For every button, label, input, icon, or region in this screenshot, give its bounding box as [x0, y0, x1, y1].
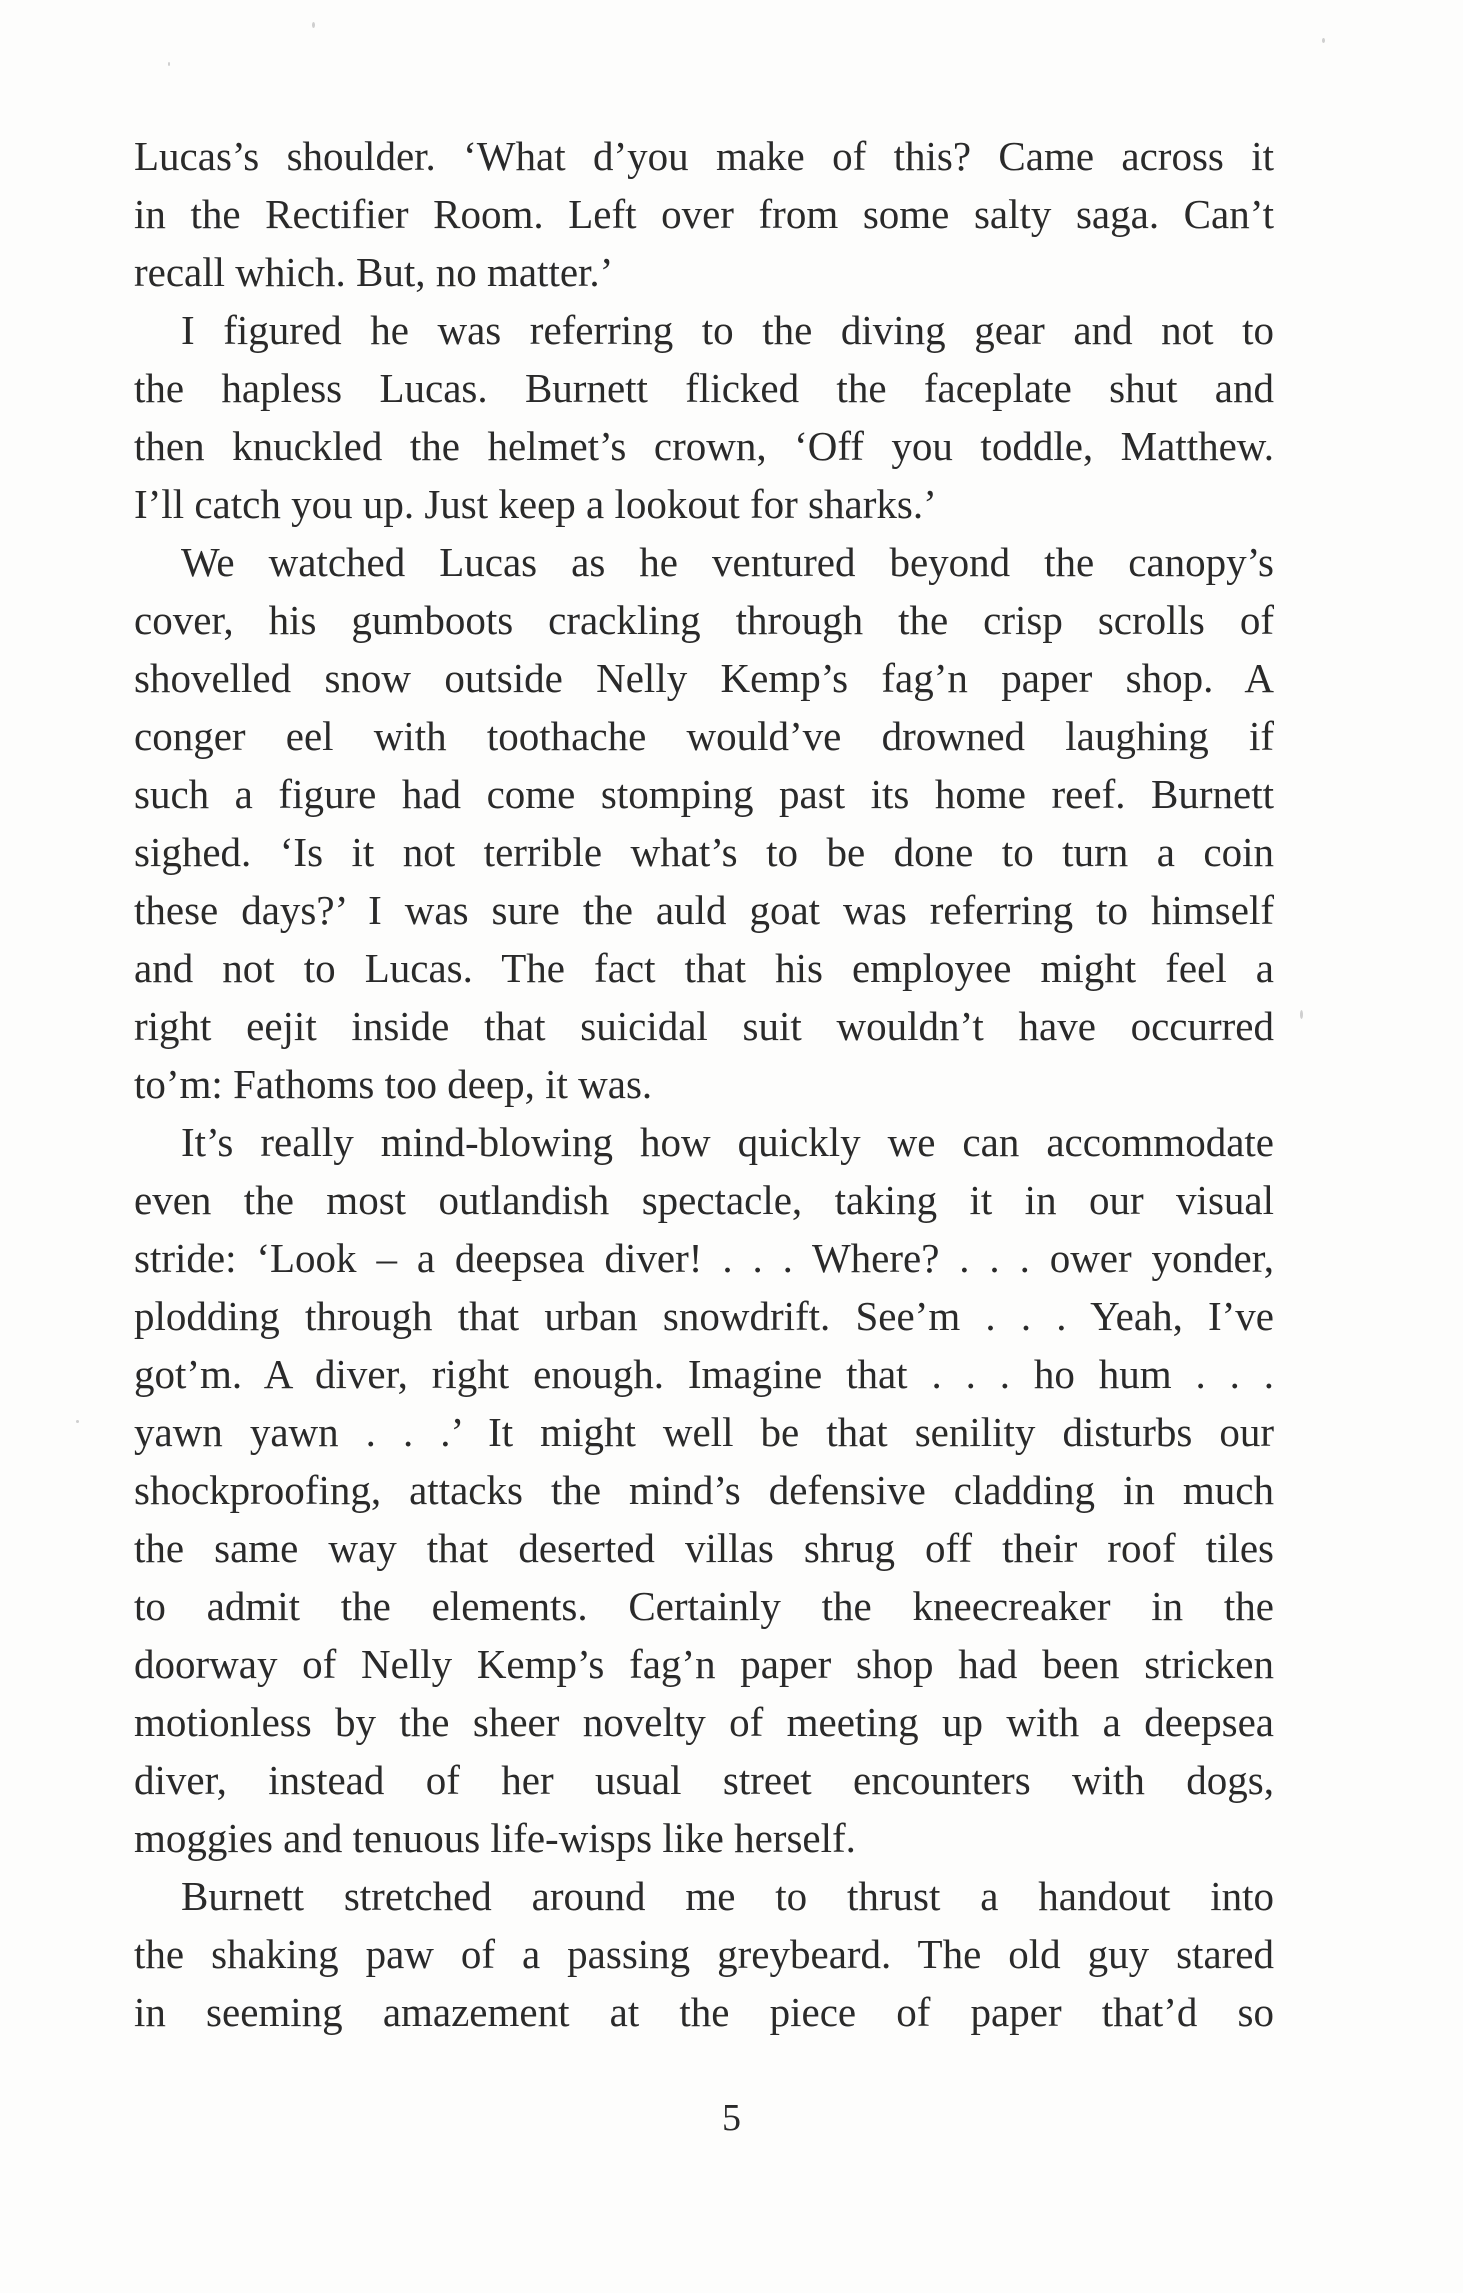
- page-number: 5: [722, 2097, 741, 2139]
- text-line: got’m. A diver, right enough. Imagine that . . . ho hum . . .: [134, 1351, 1274, 1397]
- text-line: the shaking paw of a passing greybeard. The old guy stared: [134, 1931, 1274, 1977]
- text-line: moggies and tenuous life-wisps like herself.: [134, 1815, 856, 1861]
- text-line: recall which. But, no matter.’: [134, 249, 614, 295]
- text-line: to’m: Fathoms too deep, it was.: [134, 1061, 653, 1107]
- text-line: Burnett stretched around me to thrust a handout into: [181, 1873, 1274, 1919]
- paper-speck: [76, 1420, 79, 1423]
- text-line: then knuckled the helmet’s crown, ‘Off you toddle, Matthew.: [134, 423, 1274, 469]
- text-line: I’ll catch you up. Just keep a lookout for sharks.’: [134, 481, 937, 527]
- text-line: It’s really mind-blowing how quickly we can accommodate: [181, 1119, 1274, 1165]
- text-line: these days?’ I was sure the auld goat was referring to himself: [134, 887, 1274, 933]
- text-line: cover, his gumboots crackling through the crisp scrolls of: [134, 597, 1274, 643]
- paper-speck: [1300, 1010, 1303, 1019]
- text-line: shovelled snow outside Nelly Kemp’s fag’n paper shop. A: [134, 655, 1274, 701]
- text-line: the same way that deserted villas shrug off their roof tiles: [134, 1525, 1274, 1571]
- text-line: sighed. ‘Is it not terrible what’s to be done to turn a coin: [134, 829, 1274, 875]
- text-line: shockproofing, attacks the mind’s defensive cladding in much: [134, 1467, 1274, 1513]
- text-line: yawn yawn . . .’ It might well be that senility disturbs our: [134, 1409, 1274, 1455]
- paper-speck: [168, 62, 170, 66]
- text-line: doorway of Nelly Kemp’s fag’n paper shop had been stricken: [134, 1641, 1274, 1687]
- paper-speck: [312, 22, 315, 28]
- body-text: [134, 127, 1274, 2041]
- text-line: such a figure had come stomping past its home reef. Burnett: [134, 771, 1274, 817]
- text-line: right eejit inside that suicidal suit wouldn’t have occurred: [134, 1003, 1274, 1049]
- text-line: the hapless Lucas. Burnett flicked the faceplate shut and: [134, 365, 1274, 411]
- text-line: conger eel with toothache would’ve drowned laughing if: [134, 713, 1274, 759]
- text-line: plodding through that urban snowdrift. See’m . . . Yeah, I’ve: [134, 1293, 1274, 1339]
- text-line: Lucas’s shoulder. ‘What d’you make of this? Came across it: [134, 133, 1274, 179]
- text-line: in the Rectifier Room. Left over from some salty saga. Can’t: [134, 191, 1274, 237]
- text-line: motionless by the sheer novelty of meeting up with a deepsea: [134, 1699, 1274, 1745]
- text-line: We watched Lucas as he ventured beyond the canopy’s: [181, 539, 1274, 585]
- text-line: even the most outlandish spectacle, taking it in our visual: [134, 1177, 1274, 1223]
- text-line: to admit the elements. Certainly the kneecreaker in the: [134, 1583, 1274, 1629]
- text-line: I figured he was referring to the diving gear and not to: [181, 307, 1274, 353]
- paper-speck: [1322, 38, 1325, 43]
- text-line: stride: ‘Look – a deepsea diver! . . . Where? . . . ower yonder,: [134, 1235, 1274, 1281]
- text-line: in seeming amazement at the piece of paper that’d so: [134, 1989, 1274, 2035]
- text-line: diver, instead of her usual street encounters with dogs,: [134, 1757, 1274, 1803]
- text-line: and not to Lucas. The fact that his employee might feel a: [134, 945, 1274, 991]
